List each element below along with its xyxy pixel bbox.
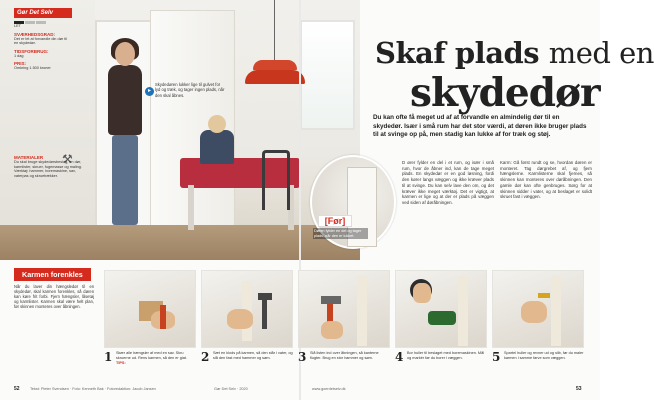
chair	[262, 150, 290, 210]
difficulty-level: LET	[14, 24, 21, 28]
step-3-photo	[298, 270, 390, 348]
lamp-cord	[274, 0, 275, 60]
step-2	[201, 270, 293, 364]
woman-legs	[112, 135, 138, 225]
body-column-2: Karm: Gå først rundt og se, hvordan døren er monteret. Tag dørgrebet af, og fjern hængslerne. Karmlisterne skal fjernes, så skinnen kan monteres over døråbningen. Den gamle dør kan ofte genbruges. Sørg for at skinnen sidder i vater, og at beslaget er solidt skruet fast i væggen.	[500, 160, 592, 200]
step-1-photo	[104, 270, 196, 348]
pendant-lamp	[245, 70, 305, 84]
section-brand: Gør Det Selv	[14, 8, 72, 18]
step-4-photo	[395, 270, 487, 348]
frame-strip	[551, 276, 561, 346]
headline-line-2: skydedør	[410, 70, 600, 116]
step-text-main: Skær alle hængsler af med en sav. Skru skruerne ud. Rens karmen, så den er glat.	[116, 351, 187, 360]
step-2-photo	[201, 270, 293, 348]
sidebar-text-price: Omkring 1.500 kroner	[14, 66, 51, 71]
hand	[227, 309, 253, 329]
body-column-1: D ører fylder en del i et rum, og især i små rum, hvor de åbner ind, kan de tage meget plads. En skydedør er en god løsning, fordi den kører langs væggen og ikke kræver plads til at svinge. Du kan selv lave den om, og det kræver ikke meget værktøj. Det er vigtigt, at karmen er lige og at der er plads på væggen ved siden af døråbningen.	[402, 160, 494, 205]
spatula	[538, 293, 550, 298]
tip-label: TIPS:	[116, 360, 126, 365]
woman-figure	[108, 65, 142, 135]
step-number: 5	[492, 350, 501, 364]
toolbox-icon: ⚒	[62, 152, 73, 166]
drill	[428, 311, 456, 325]
headline-light: med en	[548, 36, 654, 70]
step-5-photo	[492, 270, 584, 348]
child-figure	[200, 130, 234, 164]
frame-strip	[458, 276, 468, 346]
step-text: Slå listen ind over åbningen, så kanterne flugter. Brug en stor hammer og søm.	[310, 351, 379, 360]
page-number-right: 53	[576, 386, 582, 392]
headline-bold: Skaf plads	[375, 36, 540, 70]
lead-paragraph: Du kan ofte få meget ud af at forvandle en almindelig dør til en skydedør. Især i små rum har det stor værdi, at døren ikke bruger plads til at svinge op på, men stadig kan lukke af for træk og støj.	[373, 114, 587, 139]
step-text	[116, 351, 196, 365]
before-caption: Døren fylder en del og tager plads, når den er lukket.	[313, 228, 368, 239]
step-3	[298, 270, 390, 364]
step-number: 3	[298, 350, 307, 364]
credits: Tekst: Pieter Svendsen · Foto: Kenneth Bak · Fotoredaktion: Jacob Jansen	[30, 387, 156, 391]
level-box	[36, 21, 46, 24]
sidebar-text-difficulty: Det er let at forvandle din dør til en skydedør.	[14, 36, 67, 46]
lamp-shade-top	[253, 60, 297, 70]
sidebar-label-difficulty: SVÆRHEDSGRAD:	[14, 31, 56, 37]
frame-strip	[357, 276, 367, 346]
saw-handle	[160, 305, 166, 329]
sidebar-label-time: TIDSFORBRUG:	[14, 48, 49, 54]
caption-arrow-icon: ▸	[145, 87, 154, 96]
headline-line-1	[375, 36, 654, 70]
step-5	[492, 270, 584, 364]
materials-box	[14, 155, 89, 178]
step-4	[395, 270, 487, 364]
steps-heading: Karmen forenkles	[14, 268, 91, 281]
body-columns	[402, 160, 592, 206]
materials-text: Du skal bruge skydedørsbeslag, en dør, karmlister, skruer, fugemasse og maling. Værktøj: hammer, boremaskine, sav, vaterpas og skruetrækker.	[14, 160, 82, 178]
step-1	[104, 270, 196, 365]
step-text: Bor huller til beslaget med boremaskinen. Mål og markér før du borer i væggen.	[407, 351, 485, 360]
table-leg	[188, 185, 194, 230]
window	[300, 20, 355, 130]
step-number: 4	[395, 350, 404, 364]
steps-intro: Når du laver din hængsledør til en skydedør, skal karmen forenkles, så døren kan køre frit forbi. Fjern hængsler, låsetøj og karmlister. Karmen skal være helt plan, før skinnen monteres over åbningen.	[14, 284, 94, 310]
sidebar-label-price: PRIS:	[14, 61, 27, 67]
level-box	[25, 21, 35, 24]
footer-url: www.goerdetselv.dk	[312, 387, 346, 391]
step-text: Sæt en klods på karmen, så den står i vater, og slå den fast med hammer og søm.	[213, 351, 293, 360]
page-number-left: 52	[14, 386, 20, 392]
step-number: 1	[104, 350, 113, 364]
hand	[521, 301, 547, 323]
floor	[0, 225, 360, 260]
before-label: [Før]	[318, 215, 352, 227]
step-text: Spartel huller og revner ud og slib, før du maler karmen i samme farve som væggen.	[504, 351, 584, 360]
materials-label: MATERIALER	[14, 155, 44, 160]
face	[413, 283, 431, 303]
photo-caption: Skydedøren lukker lige til gulvet for lyd og træk, og tager ingen plads, når den skal åbnes.	[155, 82, 225, 98]
sidebar-text-time: 1 dag	[14, 53, 24, 58]
info-sidebar	[14, 8, 72, 71]
child-head	[208, 115, 226, 133]
footer-magazine: Gør Det Selv · 2020	[214, 387, 248, 391]
step-number: 2	[201, 350, 210, 364]
hammer-handle	[262, 299, 267, 329]
woman-head	[115, 42, 135, 66]
hand	[321, 321, 343, 339]
